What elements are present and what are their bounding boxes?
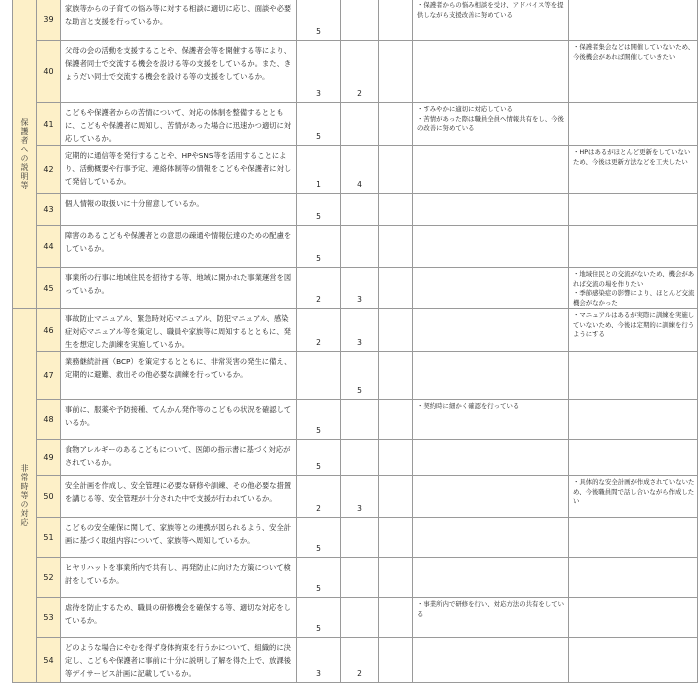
category-label: 非常時等の対応 [13,309,37,683]
improvement-comment [569,41,698,103]
answer-yes-count: 5 [297,400,341,440]
answer-partial-count [341,440,379,476]
improvement-comment [569,268,698,309]
answer-yes-count: 2 [297,476,341,518]
item-number: 47 [37,352,61,400]
table-row [13,518,698,558]
item-number: 39 [37,0,61,41]
item-number: 49 [37,440,61,476]
answer-yes-count: 5 [297,440,341,476]
answer-yes-count: 2 [297,309,341,352]
answer-partial-count [341,0,379,41]
item-text: 虐待を防止するため、職員の研修機会を確保する等、適切な対応をしているか。 [61,598,297,638]
item-text: 事故防止マニュアル、緊急時対応マニュアル、防犯マニュアル、感染症対応マニュアル等を策定し、職員や家族等に周知するとともに、発生を想定した訓練を実施しているか。 [61,309,297,352]
answer-no-count [379,268,413,309]
answer-no-count [379,476,413,518]
answer-no-count [379,518,413,558]
answer-no-count [379,103,413,146]
answer-no-count [379,194,413,226]
table-row [13,268,698,309]
evaluation-table [12,0,698,683]
item-text: 事前に、服薬や予防接種、てんかん発作等のこどもの状況を確認しているか。 [61,400,297,440]
answer-partial-count [341,518,379,558]
item-number: 48 [37,400,61,440]
improvement-comment [569,440,698,476]
table-row [13,558,698,598]
answer-yes-count: 5 [297,0,341,41]
answer-partial-count [341,598,379,638]
answer-no-count [379,400,413,440]
item-number: 51 [37,518,61,558]
answer-partial-count: 5 [341,352,379,400]
item-number: 41 [37,103,61,146]
table-row [13,352,698,400]
staff-comment [413,41,569,103]
answer-partial-count [341,194,379,226]
table-row [13,440,698,476]
staff-comment [413,476,569,518]
answer-partial-count: 4 [341,146,379,194]
staff-comment [413,352,569,400]
answer-yes-count: 5 [297,103,341,146]
answer-yes-count: 5 [297,194,341,226]
improvement-comment [569,226,698,268]
item-number: 46 [37,309,61,352]
answer-partial-count: 2 [341,41,379,103]
answer-partial-count: 3 [341,268,379,309]
answer-partial-count [341,400,379,440]
staff-comment-line: ・保護者からの悩み相談を受け、アドバイス等を提供しながら支援改善に努めている [417,1,564,19]
improvement-comment [569,558,698,598]
staff-comment [413,146,569,194]
answer-no-count [379,558,413,598]
answer-partial-count: 2 [341,638,379,683]
staff-comment [413,518,569,558]
item-number: 44 [37,226,61,268]
improvement-comment-line: ・HPはあるがほとんど更新をしていないため、今後は更新方法などを工夫したい [573,148,691,166]
answer-yes-count: 5 [297,558,341,598]
item-number: 50 [37,476,61,518]
improvement-comment [569,518,698,558]
staff-comment-line: ・苦情があった際は職員全員へ情報共有をし、今後の改善に努めている [417,114,564,132]
item-number: 45 [37,268,61,309]
item-text: 業務継続計画（BCP）を策定するとともに、非常災害の発生に備え、定期的に避難、救出その他必要な訓練を行っているか。 [61,352,297,400]
table-row [13,309,698,352]
improvement-comment-line: ・地域住民との交流がないため、機会があれば交流の場を作りたい [573,270,695,288]
answer-no-count [379,352,413,400]
staff-comment [413,400,569,440]
staff-comment [413,440,569,476]
category-label: 保護者への説明等 [13,0,37,309]
item-number: 42 [37,146,61,194]
item-number: 52 [37,558,61,598]
answer-yes-count: 3 [297,638,341,683]
staff-comment [413,226,569,268]
table-row [13,146,698,194]
improvement-comment [569,309,698,352]
staff-comment [413,194,569,226]
item-text: 個人情報の取扱いに十分留意しているか。 [61,194,297,226]
answer-yes-count: 1 [297,146,341,194]
improvement-comment-line: ・具体的な安全計画が作成されていないため、今後職員間で話し合いながら作成したい [573,478,695,505]
item-text: ヒヤリハットを事業所内で共有し、再発防止に向けた方策について検討をしているか。 [61,558,297,598]
answer-partial-count: 3 [341,476,379,518]
improvement-comment-line: ・季節感染症の影響により、ほとんど交流機会がなかった [573,289,695,307]
improvement-comment-line: ・保護者集会などは開催していないため、今後機会があれば開催していきたい [573,43,695,61]
staff-comment [413,0,569,41]
item-text: どのような場合にやむを得ず身体拘束を行うかについて、組織的に決定し、こどもや保護者に事前に十分に説明し了解を得た上で、放課後等デイサービス計画に記載しているか。 [61,638,297,683]
improvement-comment [569,352,698,400]
item-number: 53 [37,598,61,638]
item-number: 54 [37,638,61,683]
improvement-comment [569,400,698,440]
answer-yes-count [297,352,341,400]
improvement-comment [569,0,698,41]
improvement-comment [569,103,698,146]
item-text: 家族等からの子育ての悩み等に対する相談に適切に応じ、面談や必要な助言と支援を行っているか。 [61,0,297,41]
answer-no-count [379,41,413,103]
answer-yes-count: 5 [297,518,341,558]
table-row [13,41,698,103]
improvement-comment [569,194,698,226]
answer-no-count [379,598,413,638]
staff-comment-line: ・契約時に細かく確認を行っている [417,402,520,410]
staff-comment [413,268,569,309]
table-row [13,476,698,518]
improvement-comment-line: ・マニュアルはあるが実際に訓練を実施していないため、今後は定期的に訓練を行うようにする [573,311,695,338]
improvement-comment [569,476,698,518]
answer-partial-count [341,103,379,146]
staff-comment-line: ・すみやかに適切に対応している [417,105,513,113]
staff-comment [413,103,569,146]
item-text: こどもや保護者からの苦情について、対応の体制を整備するとともに、こどもや保護者に周知し、苦情があった場合に迅速かつ適切に対応しているか。 [61,103,297,146]
improvement-comment [569,146,698,194]
answer-no-count [379,309,413,352]
item-text: 父母の会の活動を支援することや、保護者会等を開催する等により、保護者同士で交流する機会を設ける等の支援をしているか。また、きょうだい同士で交流する機会を設ける等の支援をしているか。 [61,41,297,103]
item-text: 食物アレルギーのあるこどもについて、医師の指示書に基づく対応がされているか。 [61,440,297,476]
answer-yes-count: 5 [297,598,341,638]
item-text: 事業所の行事に地域住民を招待する等、地域に開かれた事業運営を図っているか。 [61,268,297,309]
item-text: こどもの安全確保に関して、家族等との連携が図られるよう、安全計画に基づく取組内容について、家族等へ周知しているか。 [61,518,297,558]
table-row [13,400,698,440]
answer-no-count [379,146,413,194]
table-row [13,598,698,638]
answer-yes-count: 5 [297,226,341,268]
table-row [13,638,698,683]
answer-no-count [379,440,413,476]
improvement-comment [569,638,698,683]
item-text: 安全計画を作成し、安全管理に必要な研修や訓練、その他必要な措置を講じる等、安全管理が十分された中で支援が行われているか。 [61,476,297,518]
improvement-comment [569,598,698,638]
item-number: 40 [37,41,61,103]
answer-no-count [379,638,413,683]
table-row [13,226,698,268]
answer-yes-count: 2 [297,268,341,309]
item-text: 障害のあるこどもや保護者との意思の疎通や情報伝達のための配慮をしているか。 [61,226,297,268]
answer-yes-count: 3 [297,41,341,103]
table-row [13,0,698,41]
answer-no-count [379,0,413,41]
item-text: 定期的に通信等を発行することや、HPやSNS等を活用することにより、活動概要や行事予定、連絡体制等の情報をこどもや保護者に対して発信しているか。 [61,146,297,194]
answer-partial-count: 3 [341,309,379,352]
table-row [13,103,698,146]
staff-comment [413,558,569,598]
answer-no-count [379,226,413,268]
answer-partial-count [341,226,379,268]
table-row [13,194,698,226]
staff-comment [413,638,569,683]
item-number: 43 [37,194,61,226]
answer-partial-count [341,558,379,598]
staff-comment-line: ・事業所内で研修を行い、対応方法の共有をしている [417,600,564,618]
staff-comment [413,598,569,638]
staff-comment [413,309,569,352]
